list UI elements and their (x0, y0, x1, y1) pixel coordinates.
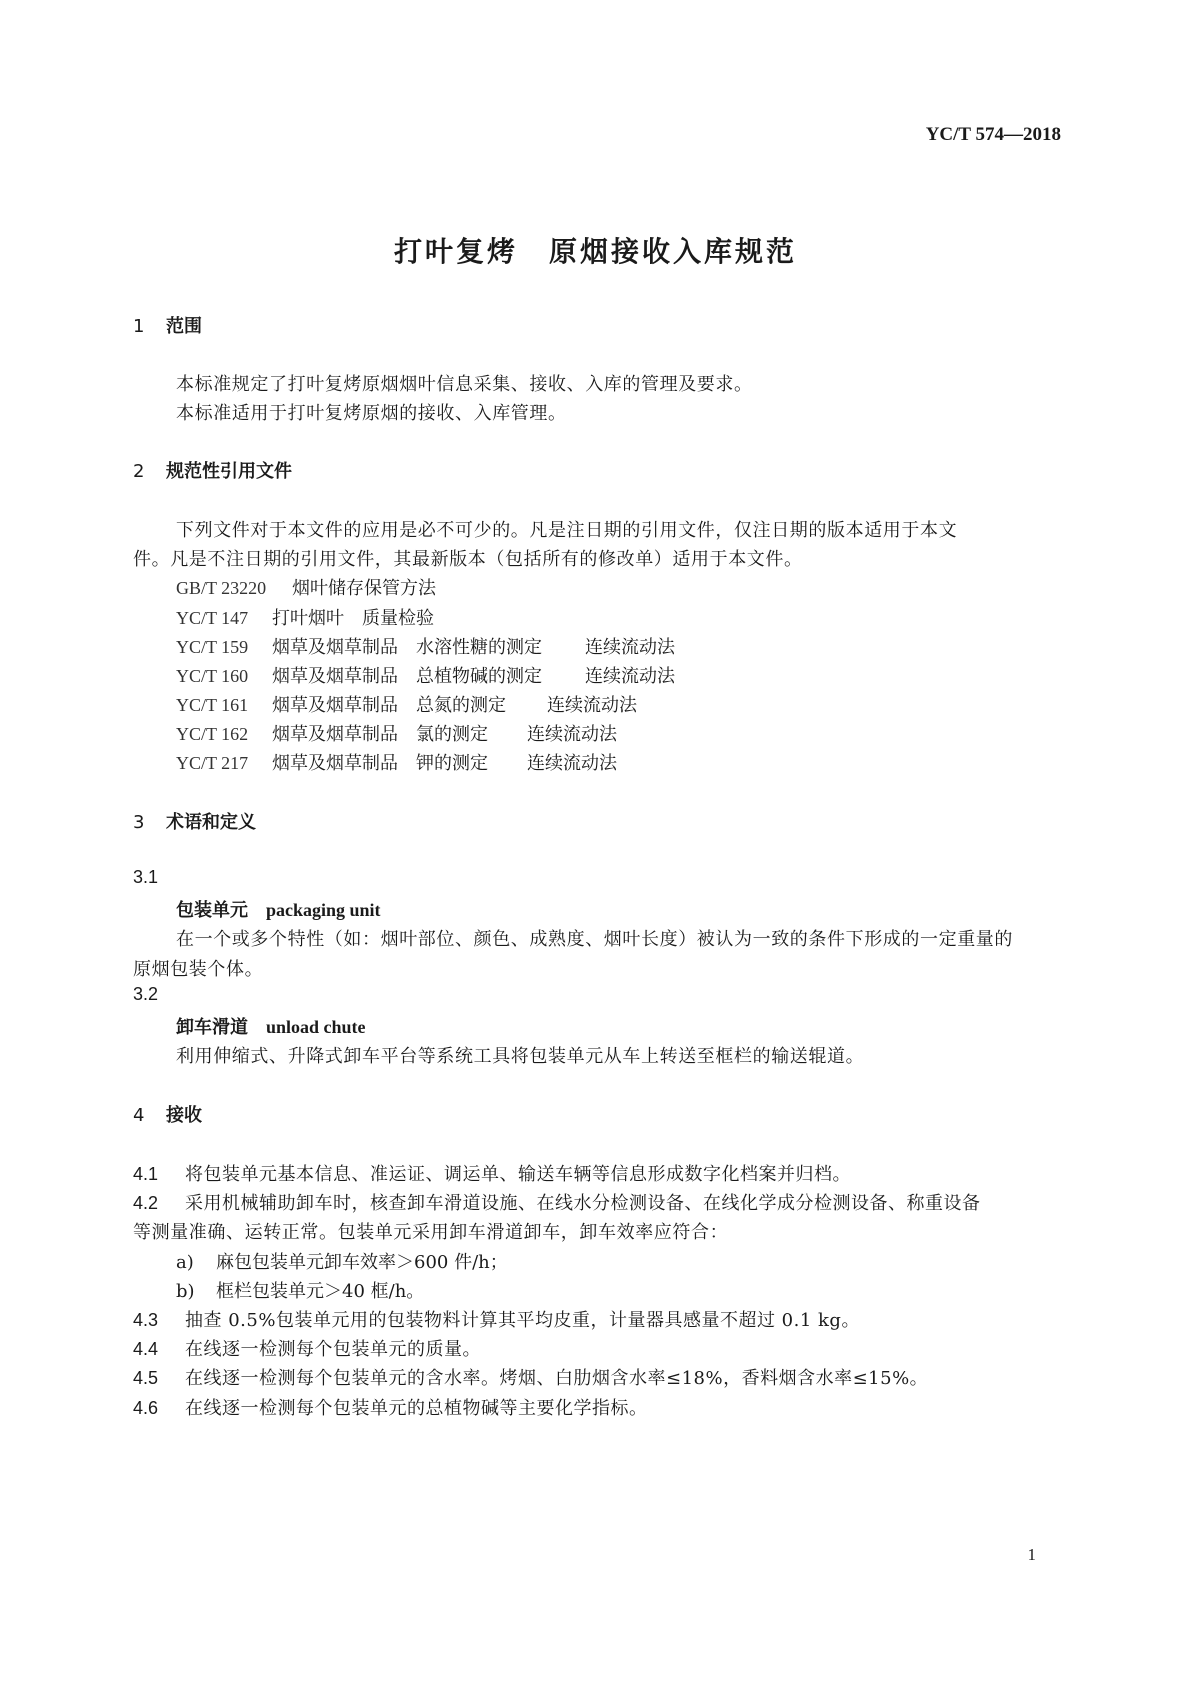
section-2-intro-line-2: 件。凡是不注日期的引用文件，其最新版本（包括所有的修改单）适用于本文件。 (133, 549, 803, 570)
section-title: 范围 (166, 316, 202, 337)
reference-item (176, 720, 617, 746)
section-number: 3 (133, 812, 145, 833)
section-3-heading (133, 808, 256, 834)
term-zh: 卸车滑道 (176, 1017, 248, 1038)
section-title: 接收 (166, 1105, 202, 1126)
section-2-intro-line-1: 下列文件对于本文件的应用是必不可少的。凡是注日期的引用文件，仅注日期的版本适用于本文 (176, 520, 958, 541)
section-4-heading (133, 1101, 202, 1127)
reference-code: YC/T 217 (176, 753, 249, 773)
clause-number: 4.1 (133, 1164, 159, 1184)
clause-4-5 (133, 1364, 928, 1390)
list-marker: b) (176, 1281, 195, 1302)
clause-text: 在线逐一检测每个包装单元的质量。 (185, 1339, 481, 1360)
reference-method: 连续流动法 (527, 724, 617, 745)
reference-code: YC/T 161 (176, 695, 249, 715)
reference-title: 烟草及烟草制品 水溶性糖的测定 (272, 637, 542, 658)
list-text: 框栏包装单元＞40 框/h。 (216, 1281, 425, 1302)
term-entry (176, 1013, 366, 1039)
document-title: 打叶复烤 原烟接收入库规范 (393, 235, 797, 268)
list-item-b (176, 1277, 424, 1303)
list-item-a (176, 1248, 508, 1274)
clause-4-2 (133, 1189, 981, 1215)
clause-text: 抽查 0.5%包装单元用的包装物料计算其平均皮重，计量器具感量不超过 0.1 kg。 (185, 1310, 860, 1331)
term-en: packaging unit (266, 900, 381, 920)
section-1-heading (133, 312, 202, 338)
term-number: 3.2 (133, 984, 159, 1004)
reference-item (176, 604, 434, 630)
section-number: 1 (133, 316, 145, 337)
clause-4-6 (133, 1394, 648, 1420)
term-en: unload chute (266, 1017, 366, 1037)
clause-4-4 (133, 1335, 481, 1361)
reference-code: YC/T 160 (176, 666, 249, 686)
list-marker: a) (176, 1252, 194, 1273)
clause-text: 采用机械辅助卸车时，核查卸车滑道设施、在线水分检测设备、在线化学成分检测设备、称重设备 (185, 1193, 981, 1214)
reference-code: YC/T 162 (176, 724, 249, 744)
reference-code: YC/T 159 (176, 637, 249, 657)
clause-number: 4.3 (133, 1310, 159, 1330)
section-2-heading (133, 457, 292, 483)
term-definition-line-1: 利用伸缩式、升降式卸车平台等系统工具将包装单元从车上转送至框栏的输送辊道。 (176, 1046, 865, 1067)
term-definition-line-2: 原烟包装个体。 (133, 959, 264, 980)
section-title: 术语和定义 (166, 812, 256, 833)
reference-item (176, 691, 637, 717)
clause-text: 在线逐一检测每个包装单元的含水率。烤烟、白肋烟含水率≤18%，香料烟含水率≤15%。 (185, 1368, 929, 1389)
term-definition-line-1: 在一个或多个特性（如：烟叶部位、颜色、成熟度、烟叶长度）被认为一致的条件下形成的一定重量的 (176, 929, 1013, 950)
reference-title: 烟草及烟草制品 总氮的测定 (272, 695, 506, 716)
reference-title: 烟叶储存保管方法 (292, 578, 436, 599)
reference-title: 烟草及烟草制品 钾的测定 (272, 753, 488, 774)
reference-title: 烟草及烟草制品 总植物碱的测定 (272, 666, 542, 687)
list-text: 麻包包装单元卸车效率＞600 件/h； (216, 1252, 508, 1273)
clause-number: 4.4 (133, 1339, 159, 1359)
reference-code: YC/T 147 (176, 608, 249, 628)
section-number: 2 (133, 461, 145, 482)
page-number: 1 (1027, 1545, 1036, 1564)
clause-4-3 (133, 1306, 860, 1332)
reference-item (176, 662, 675, 688)
term-entry (176, 896, 381, 922)
clause-number: 4.5 (133, 1368, 159, 1388)
clause-number: 4.6 (133, 1398, 159, 1418)
term-zh: 包装单元 (176, 900, 248, 921)
section-1-paragraph-1: 本标准规定了打叶复烤原烟烟叶信息采集、接收、入库的管理及要求。 (176, 374, 753, 395)
reference-code: GB/T 23220 (176, 578, 267, 598)
clause-text: 在线逐一检测每个包装单元的总植物碱等主要化学指标。 (185, 1398, 648, 1419)
reference-title: 烟草及烟草制品 氯的测定 (272, 724, 488, 745)
clause-4-2-continuation: 等测量准确、运转正常。包装单元采用卸车滑道卸车，卸车效率应符合： (133, 1222, 729, 1243)
term-number: 3.1 (133, 867, 159, 887)
reference-item (176, 749, 617, 775)
section-1-paragraph-2: 本标准适用于打叶复烤原烟的接收、入库管理。 (176, 403, 567, 424)
reference-title: 打叶烟叶 质量检验 (272, 608, 434, 629)
reference-item (176, 574, 436, 600)
section-title: 规范性引用文件 (166, 461, 292, 482)
reference-method: 连续流动法 (585, 637, 675, 658)
standard-code: YC/T 574—2018 (925, 124, 1061, 145)
clause-4-1 (133, 1160, 851, 1186)
clause-text: 将包装单元基本信息、准运证、调运单、输送车辆等信息形成数字化档案并归档。 (185, 1164, 851, 1185)
clause-number: 4.2 (133, 1193, 159, 1213)
section-number: 4 (133, 1105, 145, 1126)
reference-method: 连续流动法 (527, 753, 617, 774)
reference-method: 连续流动法 (585, 666, 675, 687)
reference-item (176, 633, 675, 659)
reference-method: 连续流动法 (547, 695, 637, 716)
